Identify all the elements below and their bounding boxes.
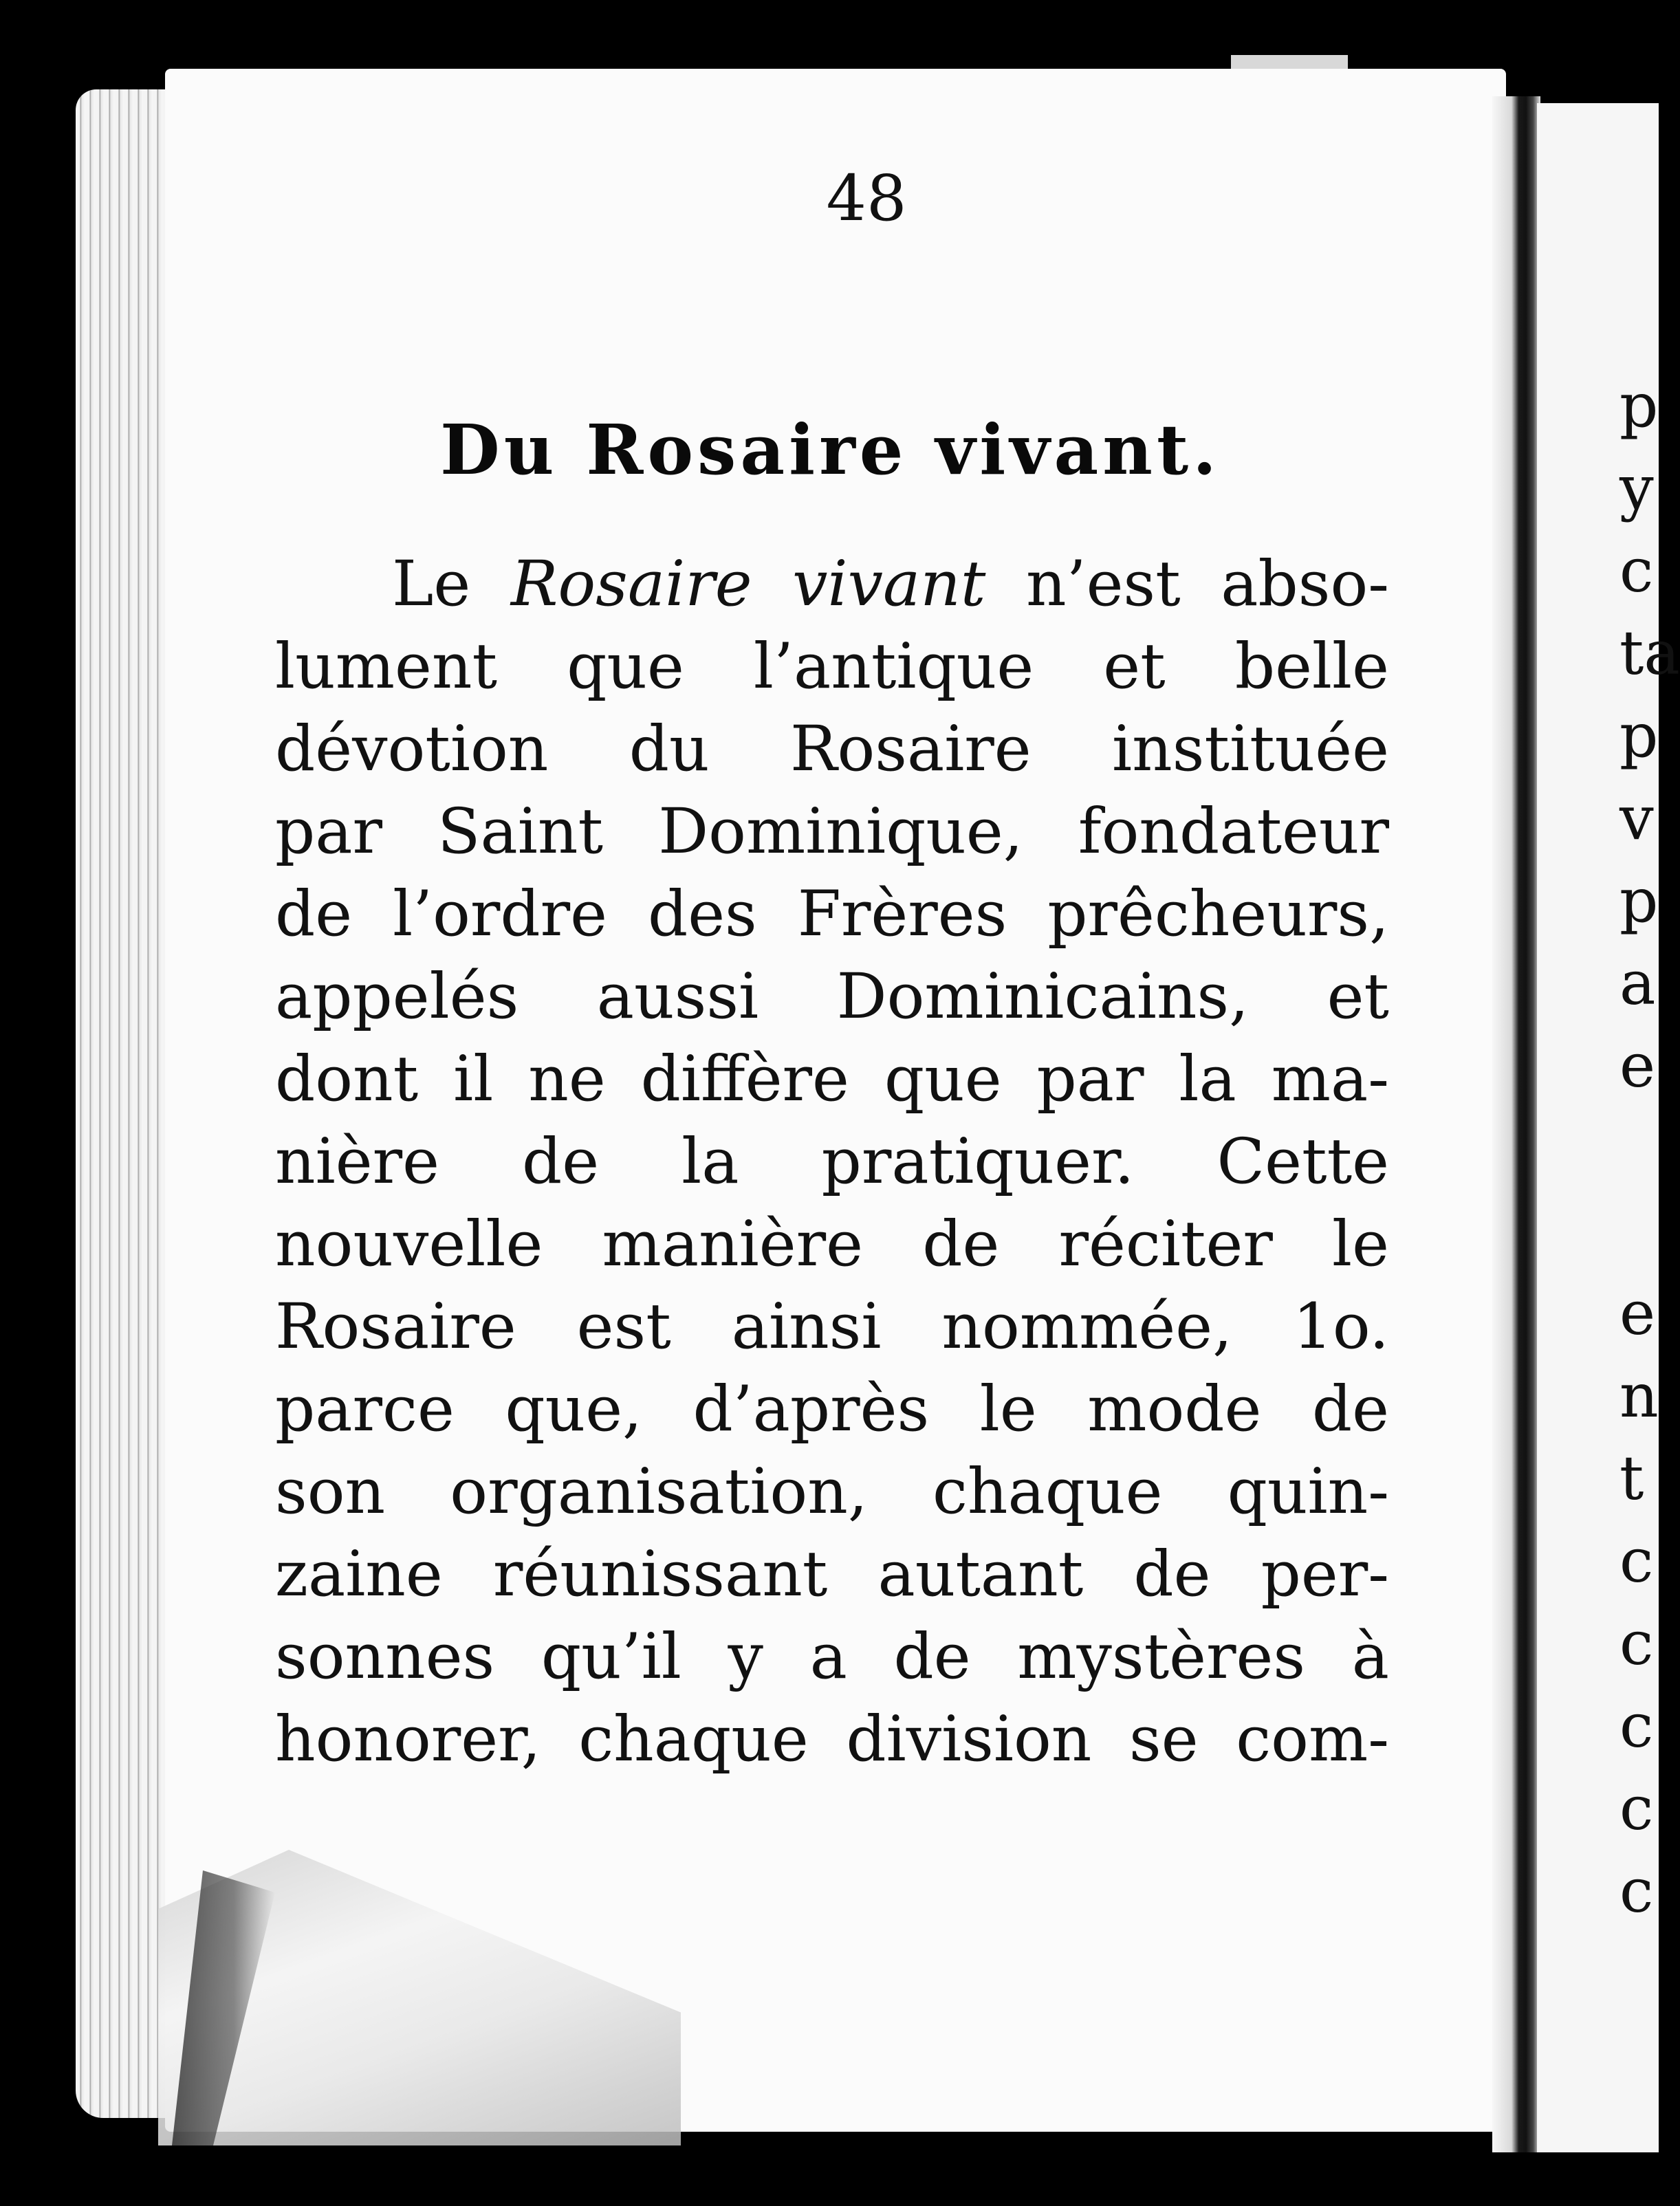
text-line: honorer, chaque division se com- [275, 1703, 1389, 1776]
letter-fragment: c [1619, 1608, 1654, 1679]
letter-fragment: ta [1619, 618, 1680, 688]
text-line: Rosaire est ainsi nommée, 1o. [275, 1291, 1389, 1363]
page-number: 48 [826, 162, 907, 235]
letter-fragment: p [1619, 700, 1659, 771]
text-segment: n’est abso- [985, 548, 1389, 620]
text-line: appelés aussi Dominicains, et [275, 961, 1389, 1033]
letter-fragment: v [1619, 783, 1654, 853]
book-gutter [1492, 96, 1540, 2152]
letter-fragment: e [1619, 1278, 1656, 1348]
text-line: dont il ne diffère que par la ma- [275, 1043, 1389, 1115]
text-line: zaine réunissant autant de per- [275, 1538, 1389, 1610]
letter-fragment: c [1619, 1773, 1654, 1844]
letter-fragment: a [1619, 948, 1656, 1018]
text-line: lument que l’antique et belle [275, 631, 1389, 703]
letter-fragment: c [1619, 1525, 1654, 1596]
letter-fragment: p [1619, 370, 1659, 441]
body-paragraph [275, 543, 1389, 1781]
text-line [275, 543, 1389, 626]
text-line: parce que, d’après le mode de [275, 1373, 1389, 1445]
letter-fragment: c [1619, 1690, 1654, 1761]
text-line: nouvelle manière de réciter le [275, 1208, 1389, 1280]
letter-fragment: y [1619, 452, 1654, 523]
text-line: dévotion du Rosaire instituée [275, 713, 1389, 785]
letter-fragment: n [1619, 1360, 1659, 1431]
text-segment: Le [392, 548, 511, 620]
text-line: de l’ordre des Frères prêcheurs, [275, 878, 1389, 950]
scan-border [0, 2152, 1659, 2206]
spacer [1619, 1107, 1659, 1272]
italic-phrase: Rosaire vivant [510, 548, 986, 620]
text-line: sonnes qu’il y a de mystères à [275, 1621, 1389, 1693]
page-edges [76, 89, 179, 2118]
letter-fragment: c [1619, 535, 1654, 606]
text-line: son organisation, chaque quin- [275, 1456, 1389, 1528]
text-line: nière de la pratiquer. Cette [275, 1126, 1389, 1198]
letter-fragment: c [1619, 1855, 1654, 1926]
chapter-title: Du Rosaire vivant. [440, 409, 1221, 490]
letter-fragment: e [1619, 1030, 1656, 1101]
letter-fragment: p [1619, 865, 1659, 936]
letter-fragment: t [1619, 1443, 1644, 1514]
facing-page-text-fragments [1619, 364, 1680, 1932]
text-line: par Saint Dominique, fondateur [275, 796, 1389, 868]
